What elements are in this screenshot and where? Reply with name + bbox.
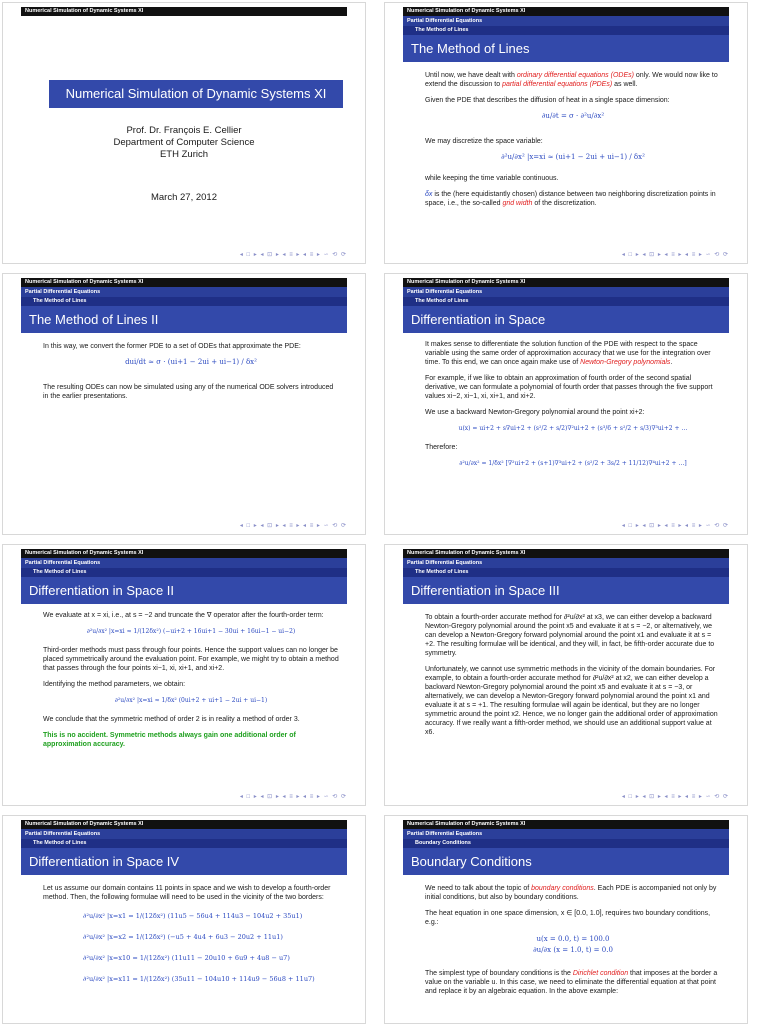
equation: ∂u/∂x (x = 1.0, t) = 0.0 [533,946,613,954]
equation: ∂²u/∂x² |x=x11 = 1/(12δx²) (35u11 − 104u10 + 114u9 − 56u8 + 11u7) [83,975,315,983]
header-subsection: The Method of Lines [403,26,729,35]
paragraph: Unfortunately, we cannot use symmetric methods in the vicinity of the domain boundaries. For example, to obtain a fourth-order accurate method for ∂²u/∂x² at x2, we can either develop a backward Newton-Gregory polynomial around the point x5 and evaluate it at s = −3, or alternatively, we can develop a Newton-Gregory forward polynomial around the point x1 and evaluate it at s = +1. The resulting formulae will again be identical, but they are no longer symmetric around the point x2. Hence, we no longer gain the additional order of approximation accuracy. If we really want a fifth-order method, we should use an additional support value at x6. [425,666,718,736]
slide-body [43,884,339,987]
slide-heading: The Method of Lines II [21,306,347,333]
header-course: Numerical Simulation of Dynamic Systems XI [21,7,347,16]
paragraph: Third-order methods must pass through four points. Hence the support values can no longer be placed symmetrically around the evaluation point. For example, we might try to obtain a method that passes through the four points xi−1, xi, xi+1, and xi+2. [43,647,339,672]
slide-heading: Differentiation in Space III [403,577,729,604]
paragraph: We may discretize the space variable: [425,138,543,145]
equation: ∂u/∂t = σ · ∂²u/∂x² [541,112,605,120]
author-block [3,125,365,161]
paragraph: Until now, we have dealt with ordinary differential equations (ODEs) only. We would now like to extend the discussion to partial differential equations (PDEs) as well. [425,72,718,88]
beamer-nav-icons[interactable]: ◂ □ ▸ ◂ ⊡ ▸ ◂ ≡ ▸ ◂ ≡ ▸ ∽ ⟲ ⟳ [621,523,729,529]
beamer-nav-icons[interactable]: ◂ □ ▸ ◂ ⊡ ▸ ◂ ≡ ▸ ◂ ≡ ▸ ∽ ⟲ ⟳ [621,252,729,258]
equation: ∂²u/∂x² |x=x10 = 1/(12δx²) (11u11 − 20u10 + 6u9 + 4u8 − u7) [83,954,290,962]
slide-heading: The Method of Lines [403,35,729,62]
slide-body [43,611,339,756]
beamer-nav-icons[interactable]: ◂ □ ▸ ◂ ⊡ ▸ ◂ ≡ ▸ ◂ ≡ ▸ ∽ ⟲ ⟳ [239,252,347,258]
header-section: Partial Differential Equations [403,16,729,26]
header-section: Partial Differential Equations [403,287,729,297]
slide-differentiation-in-space-iv [2,815,366,1024]
header-section: Partial Differential Equations [403,558,729,568]
header-subsection: The Method of Lines [21,839,347,848]
paragraph: In this way, we convert the former PDE to a set of ODEs that approximate the PDE: [43,343,301,350]
header-course: Numerical Simulation of Dynamic Systems XI [403,549,729,558]
highlight-paragraph: This is no accident. Symmetric methods always gain one additional order of approximation accuracy. [43,732,296,748]
paragraph: We use a backward Newton-Gregory polynomial around the point xi+2: [425,409,645,416]
presentation-title: Numerical Simulation of Dynamic Systems XI [49,80,343,108]
equation: ∂²u/∂x² |x=x1 = 1/(12δx²) (11u5 − 56u4 + 114u3 − 104u2 + 35u1) [83,912,303,920]
header-course: Numerical Simulation of Dynamic Systems XI [21,820,347,829]
paragraph: We need to talk about the topic of boundary conditions. Each PDE is accompanied not only by initial conditions, but also by boundary conditions. [425,885,717,901]
header-section: Partial Differential Equations [21,829,347,839]
equation: ∂²u/∂x² |x=x2 = 1/(12δx²) (−u5 + 4u4 + 6u3 − 20u2 + 11u1) [83,933,283,941]
header-course: Numerical Simulation of Dynamic Systems XI [403,7,729,16]
beamer-nav-icons[interactable]: ◂ □ ▸ ◂ ⊡ ▸ ◂ ≡ ▸ ◂ ≡ ▸ ∽ ⟲ ⟳ [239,523,347,529]
slide-heading: Differentiation in Space IV [21,848,347,875]
slide-differentiation-in-space-ii [2,544,366,806]
equation: ∂²u/∂x² |x=xi ≈ 1/δx² (0ui+2 + ui+1 − 2ui + ui−1) [114,697,268,704]
header-subsection: The Method of Lines [403,568,729,577]
paragraph: while keeping the time variable continuous. [425,175,559,182]
paragraph: Therefore: [425,444,458,451]
header-course: Numerical Simulation of Dynamic Systems XI [403,278,729,287]
header-subsection: The Method of Lines [21,297,347,306]
slide-differentiation-in-space [384,273,748,535]
paragraph: For example, if we like to obtain an approximation of fourth order of the second spatial derivative, we can formulate a polynomial of fourth order that passes through the five support values xi−2, xi−1, xi, xi+1, and xi+2. [425,375,713,400]
paragraph: The simplest type of boundary conditions is the Dirichlet condition that imposes at the border a value on the variable u. In this case, we need to eliminate the differential equation at that point and replace it by an algebraic equation. In the above example: [425,970,718,995]
presentation-date: March 27, 2012 [150,192,217,203]
header-course: Numerical Simulation of Dynamic Systems XI [21,278,347,287]
header-subsection: Boundary Conditions [403,839,729,848]
slide-differentiation-in-space-iii [384,544,748,806]
header-section: Partial Differential Equations [403,829,729,839]
slide-body [425,613,721,744]
beamer-nav-icons[interactable]: ◂ □ ▸ ◂ ⊡ ▸ ◂ ≡ ▸ ◂ ≡ ▸ ∽ ⟲ ⟳ [239,794,347,800]
paragraph: Identifying the method parameters, we obtain: [43,681,186,688]
paragraph: We conclude that the symmetric method of order 2 is in reality a method of order 3. [43,716,300,723]
header-course: Numerical Simulation of Dynamic Systems XI [21,549,347,558]
slide-heading: Boundary Conditions [403,848,729,875]
equation: u(x = 0.0, t) = 100.0 [536,935,610,943]
equation: u(x) = ui+2 + s∇ui+2 + (s²/2 + s/2)∇²ui+2 + (s³/6 + s²/2 + s/3)∇³ui+2 + … [458,425,688,432]
slide-method-of-lines-ii [2,273,366,535]
slide-body [43,342,339,408]
slide-heading: Differentiation in Space II [21,577,347,604]
paragraph: To obtain a fourth-order accurate method for ∂²u/∂x² at x3, we can either develop a backward Newton-Gregory polynomial around the point x5 and evaluate it at s = −2, or alternatively, we can develop a Newton-Gregory forward polynomial around the point x1 and evaluate it at s = +2. The resulting formulae will be identical, and they will, in fact, be fifth-order accurate due to symmetry. [425,614,715,657]
paragraph: δx is the (here equidistantly chosen) distance between two neighboring discretization points in space, i.e., the so-called grid width of the discretization. [425,191,716,207]
school: ETH Zurich [159,149,209,160]
header-section: Partial Differential Equations [21,287,347,297]
slide-title [2,2,366,264]
paragraph: Let us assume our domain contains 11 points in space and we wish to develop a fourth-order method. Then, the following formulae will need to be used in the vicinity of the two borders: [43,885,331,901]
header-subsection: The Method of Lines [21,568,347,577]
slide-boundary-conditions [384,815,748,1024]
equation: ∂²u/∂x² = 1/δx² [∇²ui+2 + (s+1)∇³ui+2 + (s²/2 + 3s/2 + 11/12)∇⁴ui+2 + …] [459,460,687,467]
equation: ∂²u/∂x² |x=xi ≈ 1/(12δx²) (−ui+2 + 16ui+1 − 30ui + 16ui−1 − ui−2) [86,628,296,635]
paragraph: It makes sense to differentiate the solution function of the PDE with respect to the space variable using the same order of approximation accuracy that we use for the integration over time. To this end, we can once again make use of Newton-Gregory polynomials. [425,341,711,366]
department: Department of Computer Science [113,137,255,148]
header-section: Partial Differential Equations [21,558,347,568]
paragraph: Given the PDE that describes the diffusion of heat in a single space dimension: [425,97,670,104]
slide-heading: Differentiation in Space [403,306,729,333]
paragraph: The resulting ODEs can now be simulated using any of the numerical ODE solvers introduced in the earlier presentations. [43,384,334,400]
slide-body [425,340,721,478]
beamer-nav-icons[interactable]: ◂ □ ▸ ◂ ⊡ ▸ ◂ ≡ ▸ ◂ ≡ ▸ ∽ ⟲ ⟳ [621,794,729,800]
slide-body [425,71,721,215]
slide-body [425,884,721,1003]
author-name: Prof. Dr. François E. Cellier [126,125,242,136]
header-course: Numerical Simulation of Dynamic Systems XI [403,820,729,829]
paragraph: The heat equation in one space dimension, x ∈ [0.0, 1.0], requires two boundary conditions, e.g.: [425,910,711,926]
header-subsection: The Method of Lines [403,297,729,306]
paragraph: We evaluate at x = xi, i.e., at s = −2 and truncate the ∇ operator after the fourth-order term: [43,612,324,619]
slide-method-of-lines [384,2,748,264]
equation: dui/dt ≈ σ · (ui+1 − 2ui + ui−1) / δx² [125,358,257,366]
equation: ∂²u/∂x² |x=xi ≈ (ui+1 − 2ui + ui−1) / δx² [501,153,645,161]
